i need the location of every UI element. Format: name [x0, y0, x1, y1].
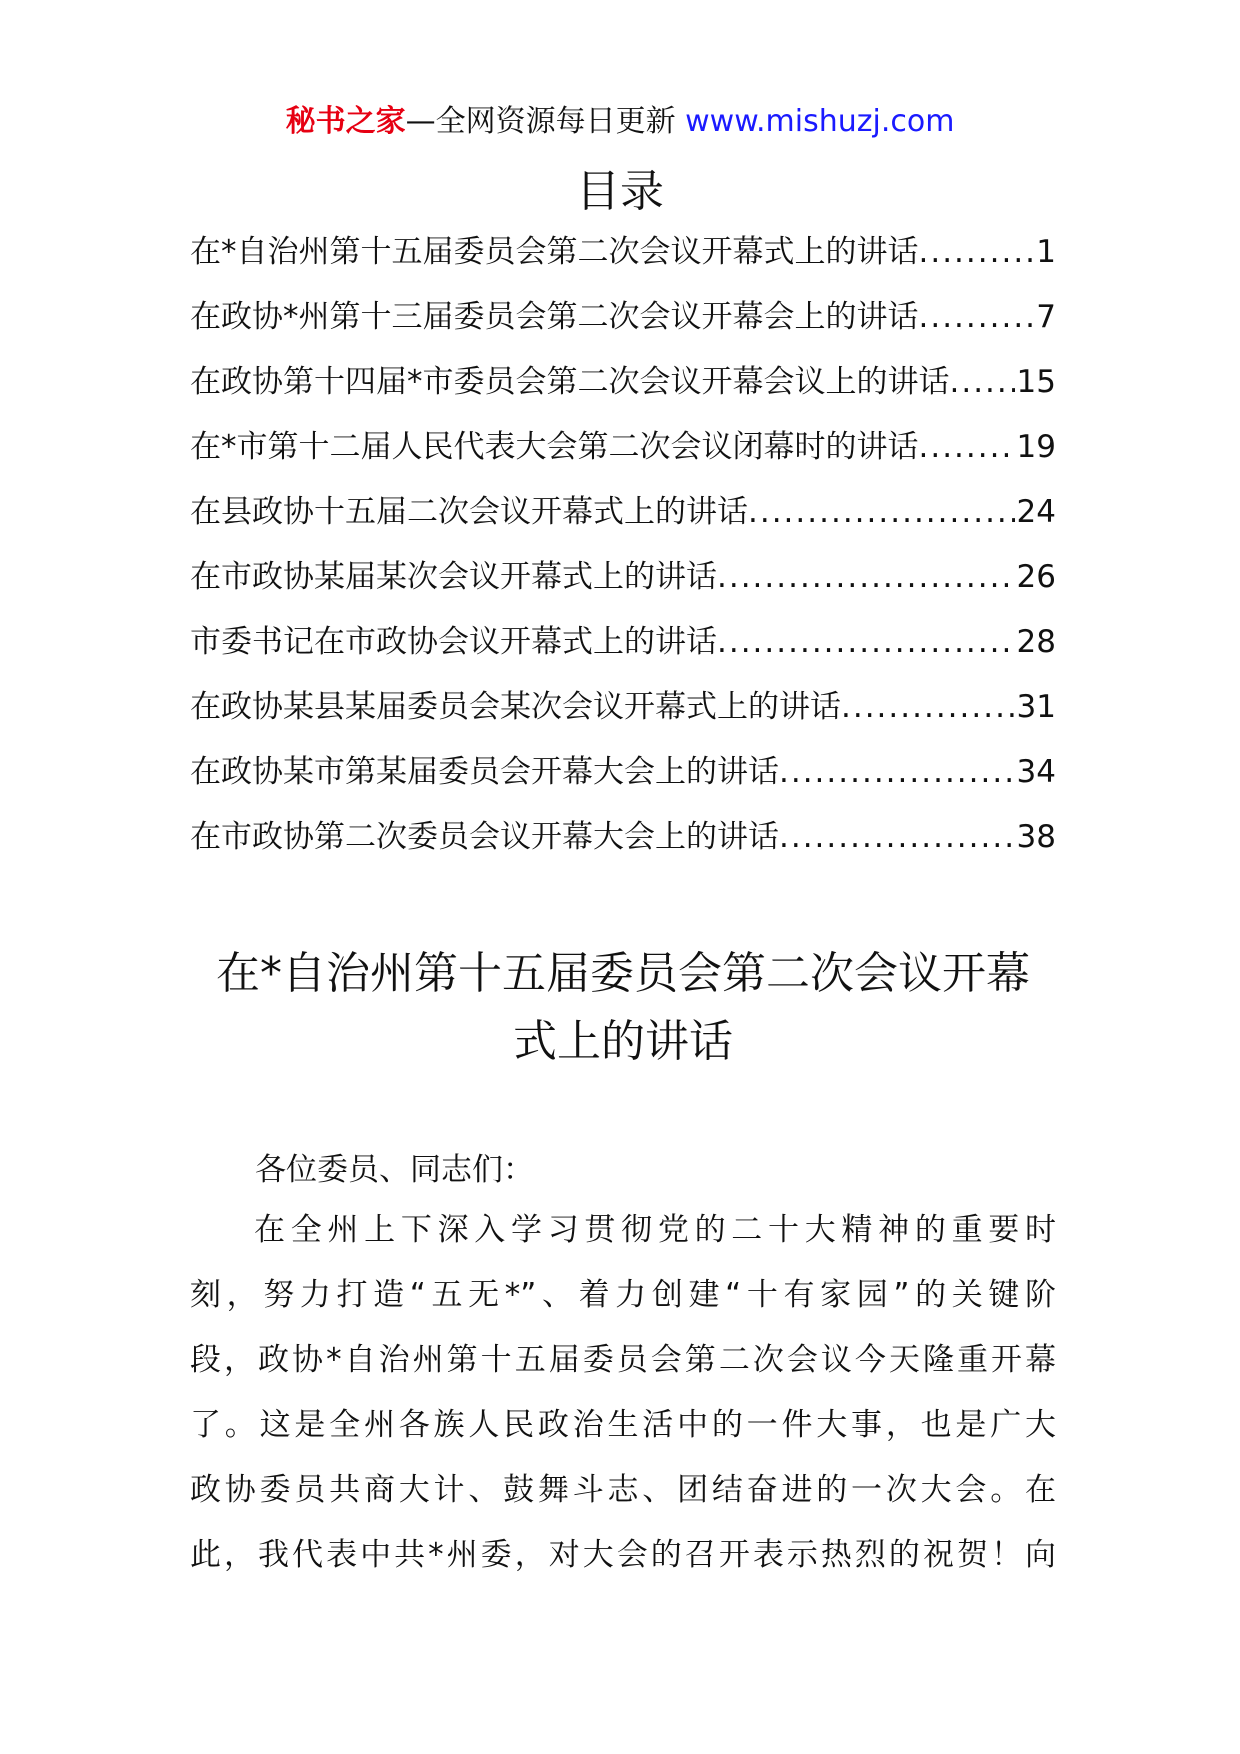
toc-entry[interactable] — [190, 358, 1056, 423]
site-brand: 秘书之家 — [285, 104, 406, 139]
toc-entry-label: 在政协某县某届委员会某次会议开幕式上的讲话 — [190, 689, 841, 725]
toc-entry-label: 在市政协某届某次会议开幕式上的讲话 — [190, 559, 717, 595]
toc-leader-dots — [919, 423, 1015, 471]
toc-entry-page: 38 — [1016, 819, 1056, 855]
body-line: 刻，努力打造“五无*”、着力创建“十有家园”的关键阶 — [190, 1277, 1056, 1313]
body-line: 在全州上下深入学习贯彻党的二十大精神的重要时 — [254, 1212, 1056, 1248]
body-paragraph — [190, 1206, 1056, 1596]
toc-entry-label: 在政协某市第某届委员会开幕大会上的讲话 — [190, 754, 779, 790]
document-title — [190, 940, 1056, 1076]
toc-entry-label: 在*自治州第十五届委员会第二次会议开幕式上的讲话 — [190, 234, 919, 270]
toc-entry-label: 在市政协第二次委员会议开幕大会上的讲话 — [190, 819, 779, 855]
salutation: 各位委员、同志们： — [255, 1152, 534, 1188]
toc-entry-page: 15 — [1016, 364, 1056, 400]
toc-entry-page: 26 — [1016, 559, 1056, 595]
site-tagline: —全网资源每日更新 — [405, 104, 686, 139]
toc-entry[interactable] — [190, 228, 1056, 293]
toc-entry[interactable] — [190, 748, 1056, 813]
toc-leader-dots — [717, 618, 1015, 666]
body-line: 段，政协*自治州第十五届委员会第二次会议今天隆重开幕 — [190, 1342, 1056, 1378]
site-url-link[interactable]: www.mishuzj.com — [685, 104, 955, 139]
toc-leader-dots — [919, 293, 1035, 341]
toc-entry-page: 7 — [1036, 299, 1056, 335]
toc-entry-page: 34 — [1016, 754, 1056, 790]
toc-entry-label: 在政协第十四届*市委员会第二次会议开幕会议上的讲话 — [190, 364, 950, 400]
toc-leader-dots — [919, 228, 1035, 276]
toc-entry-page: 28 — [1016, 624, 1056, 660]
document-title-line-2: 式上的讲话 — [513, 1016, 733, 1067]
body-line: 了。这是全州各族人民政治生活中的一件大事，也是广大 — [190, 1407, 1056, 1443]
toc-leader-dots — [779, 813, 1015, 861]
site-header — [0, 100, 1240, 144]
body-line: 此，我代表中共*州委，对大会的召开表示热烈的祝贺！向 — [190, 1537, 1056, 1573]
toc-entry[interactable] — [190, 813, 1056, 878]
toc-leader-dots — [748, 488, 1015, 536]
document-title-line-1: 在*自治州第十五届委员会第二次会议开幕 — [216, 948, 1030, 999]
toc-entry[interactable] — [190, 423, 1056, 488]
body-line: 政协委员共商大计、鼓舞斗志、团结奋进的一次大会。在 — [190, 1472, 1056, 1508]
toc-entry-label: 在*市第十二届人民代表大会第二次会议闭幕时的讲话 — [190, 429, 919, 465]
toc-entry[interactable] — [190, 553, 1056, 618]
toc-entry[interactable] — [190, 293, 1056, 358]
toc-entry-page: 1 — [1036, 234, 1056, 270]
toc-leader-dots — [717, 553, 1015, 601]
toc-entry-page: 19 — [1016, 429, 1056, 465]
toc-title: 目录 — [576, 166, 664, 217]
toc-leader-dots — [841, 683, 1015, 731]
toc-entry-page: 24 — [1016, 494, 1056, 530]
toc-leader-dots — [950, 358, 1015, 406]
toc-entry-label: 市委书记在市政协会议开幕式上的讲话 — [190, 624, 717, 660]
toc-entry[interactable] — [190, 488, 1056, 553]
toc-entry[interactable] — [190, 618, 1056, 683]
toc-entry-label: 在政协*州第十三届委员会第二次会议开幕会上的讲话 — [190, 299, 919, 335]
toc-entry-page: 31 — [1016, 689, 1056, 725]
toc-entry[interactable] — [190, 683, 1056, 748]
toc-leader-dots — [779, 748, 1015, 796]
table-of-contents — [190, 228, 1056, 878]
toc-entry-label: 在县政协十五届二次会议开幕式上的讲话 — [190, 494, 748, 530]
